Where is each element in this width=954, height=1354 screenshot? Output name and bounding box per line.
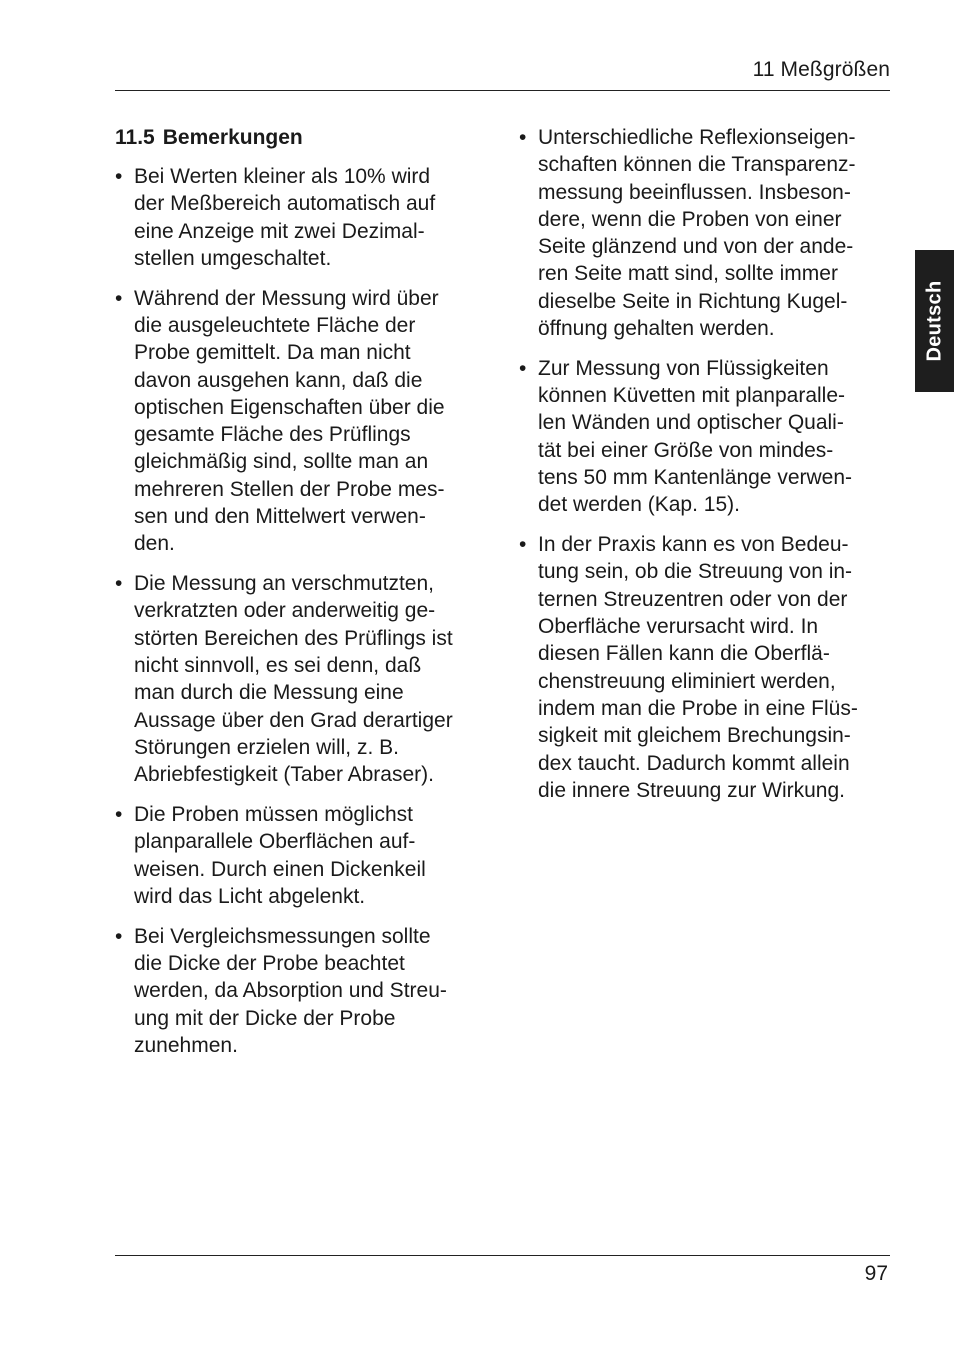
footer-rule (115, 1255, 890, 1256)
page-number: 97 (864, 1262, 888, 1285)
bullet-item (519, 355, 891, 519)
left-column (115, 124, 487, 1072)
bullet-text-line: Oberfläche verursacht wird. In (538, 615, 819, 639)
bullet-text-line: indem man die Probe in eine Flüs- (538, 696, 858, 720)
bullet-text-line: Zur Messung von Flüssigkeiten (538, 356, 829, 380)
bullet-text-line: wird das Licht abgelenkt. (134, 884, 366, 908)
bullet-text-line: chenstreuung eliminiert werden, (538, 669, 836, 693)
bullet-text-line: len Wänden und optischer Quali- (538, 411, 844, 435)
bullet-text-line: eine Anzeige mit zwei Dezimal- (134, 219, 425, 243)
header-rule (115, 90, 890, 91)
bullet-text-line: In der Praxis kann es von Bedeu- (538, 533, 849, 557)
bullet-text-line: die Dicke der Probe beachtet (134, 952, 405, 976)
bullet-text-line: die innere Streuung zur Wirkung. (538, 778, 845, 802)
left-bullet-list (115, 163, 487, 1059)
bullet-text-line: ren Seite matt sind, sollte immer (538, 262, 838, 286)
bullet-text-line: optischen Eigenschaften über die (134, 395, 445, 419)
bullet-text-line: tens 50 mm Kantenlänge verwen- (538, 466, 853, 490)
bullet-marker: • (519, 126, 527, 149)
bullet-marker: • (115, 165, 123, 188)
bullet-text-line: Bei Vergleichsmessungen sollte (134, 924, 431, 948)
bullet-text-line: schaften können die Transparenz- (538, 153, 856, 177)
bullet-text-line: mehreren Stellen der Probe mes- (134, 477, 445, 501)
section-number: 11.5 (115, 126, 155, 149)
section-title: Bemerkungen (162, 126, 303, 149)
bullet-text-line: Unterschiedliche Reflexionseigen- (538, 126, 856, 149)
bullet-text-line: nicht sinnvoll, es sei denn, daß (134, 654, 422, 678)
bullet-text-line: tung sein, ob die Streuung von in- (538, 560, 853, 584)
bullet-item (115, 163, 487, 272)
bullet-text-line: Bei Werten kleiner als 10% wird (134, 165, 431, 188)
bullet-text-line: verkratzten oder anderweitig ge- (134, 599, 436, 623)
bullet-item (519, 124, 891, 342)
bullet-text-line: det werden (Kap. 15). (538, 493, 740, 517)
bullet-text-line: ternen Streuzentren oder von der (538, 587, 848, 611)
bullet-text-line: den. (134, 532, 175, 556)
bullet-item (115, 801, 487, 910)
bullet-text-line: der Meßbereich automatisch auf (134, 192, 436, 216)
section-heading (115, 124, 487, 151)
bullet-item (519, 531, 891, 804)
bullet-text-line: Probe gemittelt. Da man nicht (134, 341, 411, 365)
bullet-text-line: Seite glänzend und von der ande- (538, 235, 854, 259)
bullet-text-line: öffnung gehalten werden. (538, 317, 775, 341)
bullet-marker: • (115, 803, 123, 827)
bullet-item (115, 923, 487, 1059)
bullet-marker: • (519, 533, 527, 557)
bullet-text-line: man durch die Messung eine (134, 681, 404, 705)
bullet-text-line: zunehmen. (134, 1033, 238, 1057)
bullet-text-line: Die Messung an verschmutzten, (134, 572, 434, 596)
bullet-text-line: planparallele Oberflächen auf- (134, 830, 416, 854)
bullet-text-line: diesen Fällen kann die Oberflä- (538, 642, 830, 666)
bullet-marker: • (115, 572, 123, 596)
bullet-text-line: dere, wenn die Proben von einer (538, 207, 842, 231)
bullet-text-line: dex taucht. Dadurch kommt allein (538, 751, 850, 775)
right-bullet-list (519, 124, 891, 804)
bullet-marker: • (519, 356, 527, 380)
bullet-text-line: Abriebfestigkeit (Taber Abraser). (134, 763, 434, 787)
bullet-text-line: davon ausgehen kann, daß die (134, 368, 423, 392)
bullet-text-line: dieselbe Seite in Richtung Kugel- (538, 289, 848, 313)
bullet-text-line: gleichmäßig sind, sollte man an (134, 450, 429, 474)
running-header-title: 11 Meßgrößen (752, 58, 890, 81)
bullet-text-line: tät bei einer Größe von mindes- (538, 438, 834, 462)
bullet-text-line: gesamte Fläche des Prüflings (134, 423, 411, 447)
bullet-text-line: stellen umgeschaltet. (134, 246, 332, 270)
right-column (519, 124, 891, 817)
language-tab-label: Deutsch (923, 280, 945, 362)
bullet-text-line: können Küvetten mit planparalle- (538, 384, 846, 408)
bullet-text-line: werden, da Absorption und Streu- (134, 979, 447, 1003)
bullet-text-line: sen und den Mittelwert verwen- (134, 505, 426, 529)
bullet-text-line: Die Proben müssen möglichst (134, 803, 413, 827)
bullet-text-line: Aussage über den Grad derartiger (134, 708, 453, 732)
bullet-item (115, 285, 487, 558)
language-tab (915, 250, 954, 392)
bullet-text-line: sigkeit mit gleichem Brechungsin- (538, 724, 851, 748)
bullet-marker: • (115, 924, 123, 948)
bullet-item (115, 570, 487, 788)
bullet-text-line: weisen. Durch einen Dickenkeil (134, 857, 426, 881)
bullet-text-line: Störungen erzielen will, z. B. (134, 735, 399, 759)
bullet-text-line: ung mit der Dicke der Probe (134, 1006, 396, 1030)
bullet-text-line: messung beeinflussen. Insbeson- (538, 180, 851, 204)
bullet-marker: • (115, 286, 123, 310)
bullet-text-line: störten Bereichen des Prüflings ist (134, 626, 453, 650)
bullet-text-line: die ausgeleuchtete Fläche der (134, 313, 416, 337)
bullet-text-line: Während der Messung wird über (134, 286, 439, 310)
